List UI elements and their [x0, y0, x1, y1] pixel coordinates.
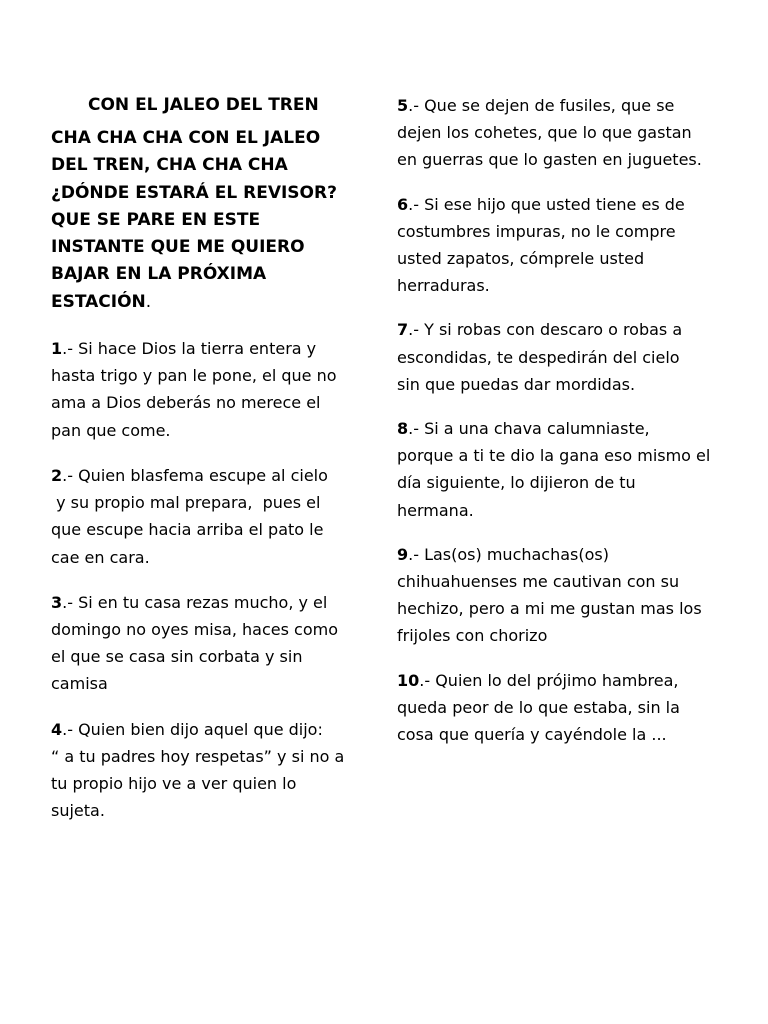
verse-line: [397, 316, 742, 343]
verse-line: ama a Dios deberás no merece el: [51, 393, 321, 413]
verse-text: .- Si a una chava calumniaste,: [408, 419, 650, 439]
verse-line: [51, 589, 381, 616]
chorus-line: BAJAR EN LA PRÓXIMA: [51, 264, 267, 285]
verse-line: herraduras.: [397, 276, 490, 296]
verse-number: 4: [51, 719, 63, 739]
verse-line: cae en cara.: [51, 547, 150, 567]
left-column: [51, 92, 381, 842]
verse-3: [51, 589, 381, 698]
verse-line: [397, 92, 742, 119]
verse-line: sujeta.: [51, 801, 105, 821]
verse-number: 5: [397, 96, 409, 115]
verse-5: [397, 92, 742, 174]
verse-line: hechizo, pero a mi me gustan mas los: [397, 599, 702, 619]
chorus-line: QUE SE PARE EN ESTE: [51, 209, 261, 230]
verse-6: [397, 191, 742, 300]
verse-text: .- Si hace Dios la tierra entera y: [62, 339, 317, 359]
verse-line: queda peor de lo que estaba, sin la: [397, 697, 680, 717]
verse-8: [397, 415, 742, 524]
verse-text: .- Quien bien dijo aquel que dijo:: [62, 719, 323, 739]
verse-1: [51, 335, 381, 444]
verse-text: .- Quien lo del prójimo hambrea,: [419, 670, 679, 690]
verse-2: [51, 462, 381, 571]
verse-line: tu propio hijo ve a ver quien lo: [51, 773, 297, 793]
verse-line: [51, 462, 381, 489]
verse-line: porque a ti te dio la gana eso mismo el: [397, 446, 711, 466]
verse-number: 3: [51, 592, 63, 612]
right-column: [397, 92, 742, 765]
chorus: [51, 125, 381, 316]
verse-9: [397, 541, 742, 650]
verse-line: usted zapatos, cómprele usted: [397, 249, 645, 269]
verse-line: [51, 335, 381, 362]
verse-line: y su propio mal prepara, pues el: [51, 493, 321, 513]
verse-number: 8: [397, 419, 409, 439]
verse-text: .- Y si robas con descaro o robas a: [408, 320, 683, 340]
verse-7: [397, 316, 742, 398]
verse-line: dejen los cohetes, que lo que gastan: [397, 123, 692, 143]
chorus-period: .: [145, 291, 152, 312]
verse-number: 7: [397, 320, 409, 340]
verse-number: 6: [397, 194, 409, 214]
song-title: CON EL JALEO DEL TREN: [88, 95, 319, 115]
verse-line: chihuahuenses me cautivan con su: [397, 572, 680, 592]
chorus-line: INSTANTE QUE ME QUIERO: [51, 237, 305, 258]
verse-line: camisa: [51, 674, 108, 694]
verse-number: 1: [51, 339, 63, 359]
verse-line: el que se casa sin corbata y sin: [51, 647, 303, 667]
verse-line: costumbres impuras, no le compre: [397, 221, 676, 241]
verse-line: hermana.: [397, 500, 474, 520]
verse-line: que escupe hacia arriba el pato le: [51, 520, 324, 540]
verse-number: 9: [397, 544, 409, 564]
verse-number: 10: [397, 670, 420, 690]
verse-line: pan que come.: [51, 420, 171, 440]
verse-line: [397, 191, 742, 218]
chorus-line: ¿DÓNDE ESTARÁ EL REVISOR?: [51, 182, 337, 203]
chorus-line: CHA CHA CHA CON EL JALEO: [51, 128, 321, 148]
verse-text: .- Las(os) muchachas(os): [408, 544, 609, 564]
chorus-line: [51, 289, 381, 316]
verse-number: 2: [51, 465, 63, 485]
verse-line: [397, 667, 742, 694]
chorus-line: DEL TREN, CHA CHA CHA: [51, 155, 288, 176]
verse-text: .- Quien blasfema escupe al cielo: [62, 465, 328, 485]
verse-10: [397, 667, 742, 749]
verse-4: [51, 716, 381, 825]
verse-line: [51, 716, 381, 743]
verse-line: hasta trigo y pan le pone, el que no: [51, 366, 337, 386]
verse-text: .- Si en tu casa rezas mucho, y el: [62, 592, 328, 612]
verse-text: .- Que se dejen de fusiles, que se: [408, 96, 675, 115]
verse-line: [397, 541, 742, 568]
chorus-last-word: ESTACIÓN: [51, 291, 146, 312]
verse-line: cosa que quería y cayéndole la ...: [397, 725, 667, 745]
verse-line: escondidas, te despedirán del cielo: [397, 347, 680, 367]
verse-line: [397, 415, 742, 442]
verse-line: sin que puedas dar mordidas.: [397, 374, 636, 394]
verse-line: “ a tu padres hoy respetas” y si no a: [51, 746, 345, 766]
verse-line: día siguiente, lo dijieron de tu: [397, 473, 636, 493]
verse-line: frijoles con chorizo: [397, 626, 548, 646]
verse-line: domingo no oyes misa, haces como: [51, 619, 338, 639]
verse-line: en guerras que lo gasten en juguetes.: [397, 150, 702, 170]
verse-text: .- Si ese hijo que usted tiene es de: [408, 194, 685, 214]
